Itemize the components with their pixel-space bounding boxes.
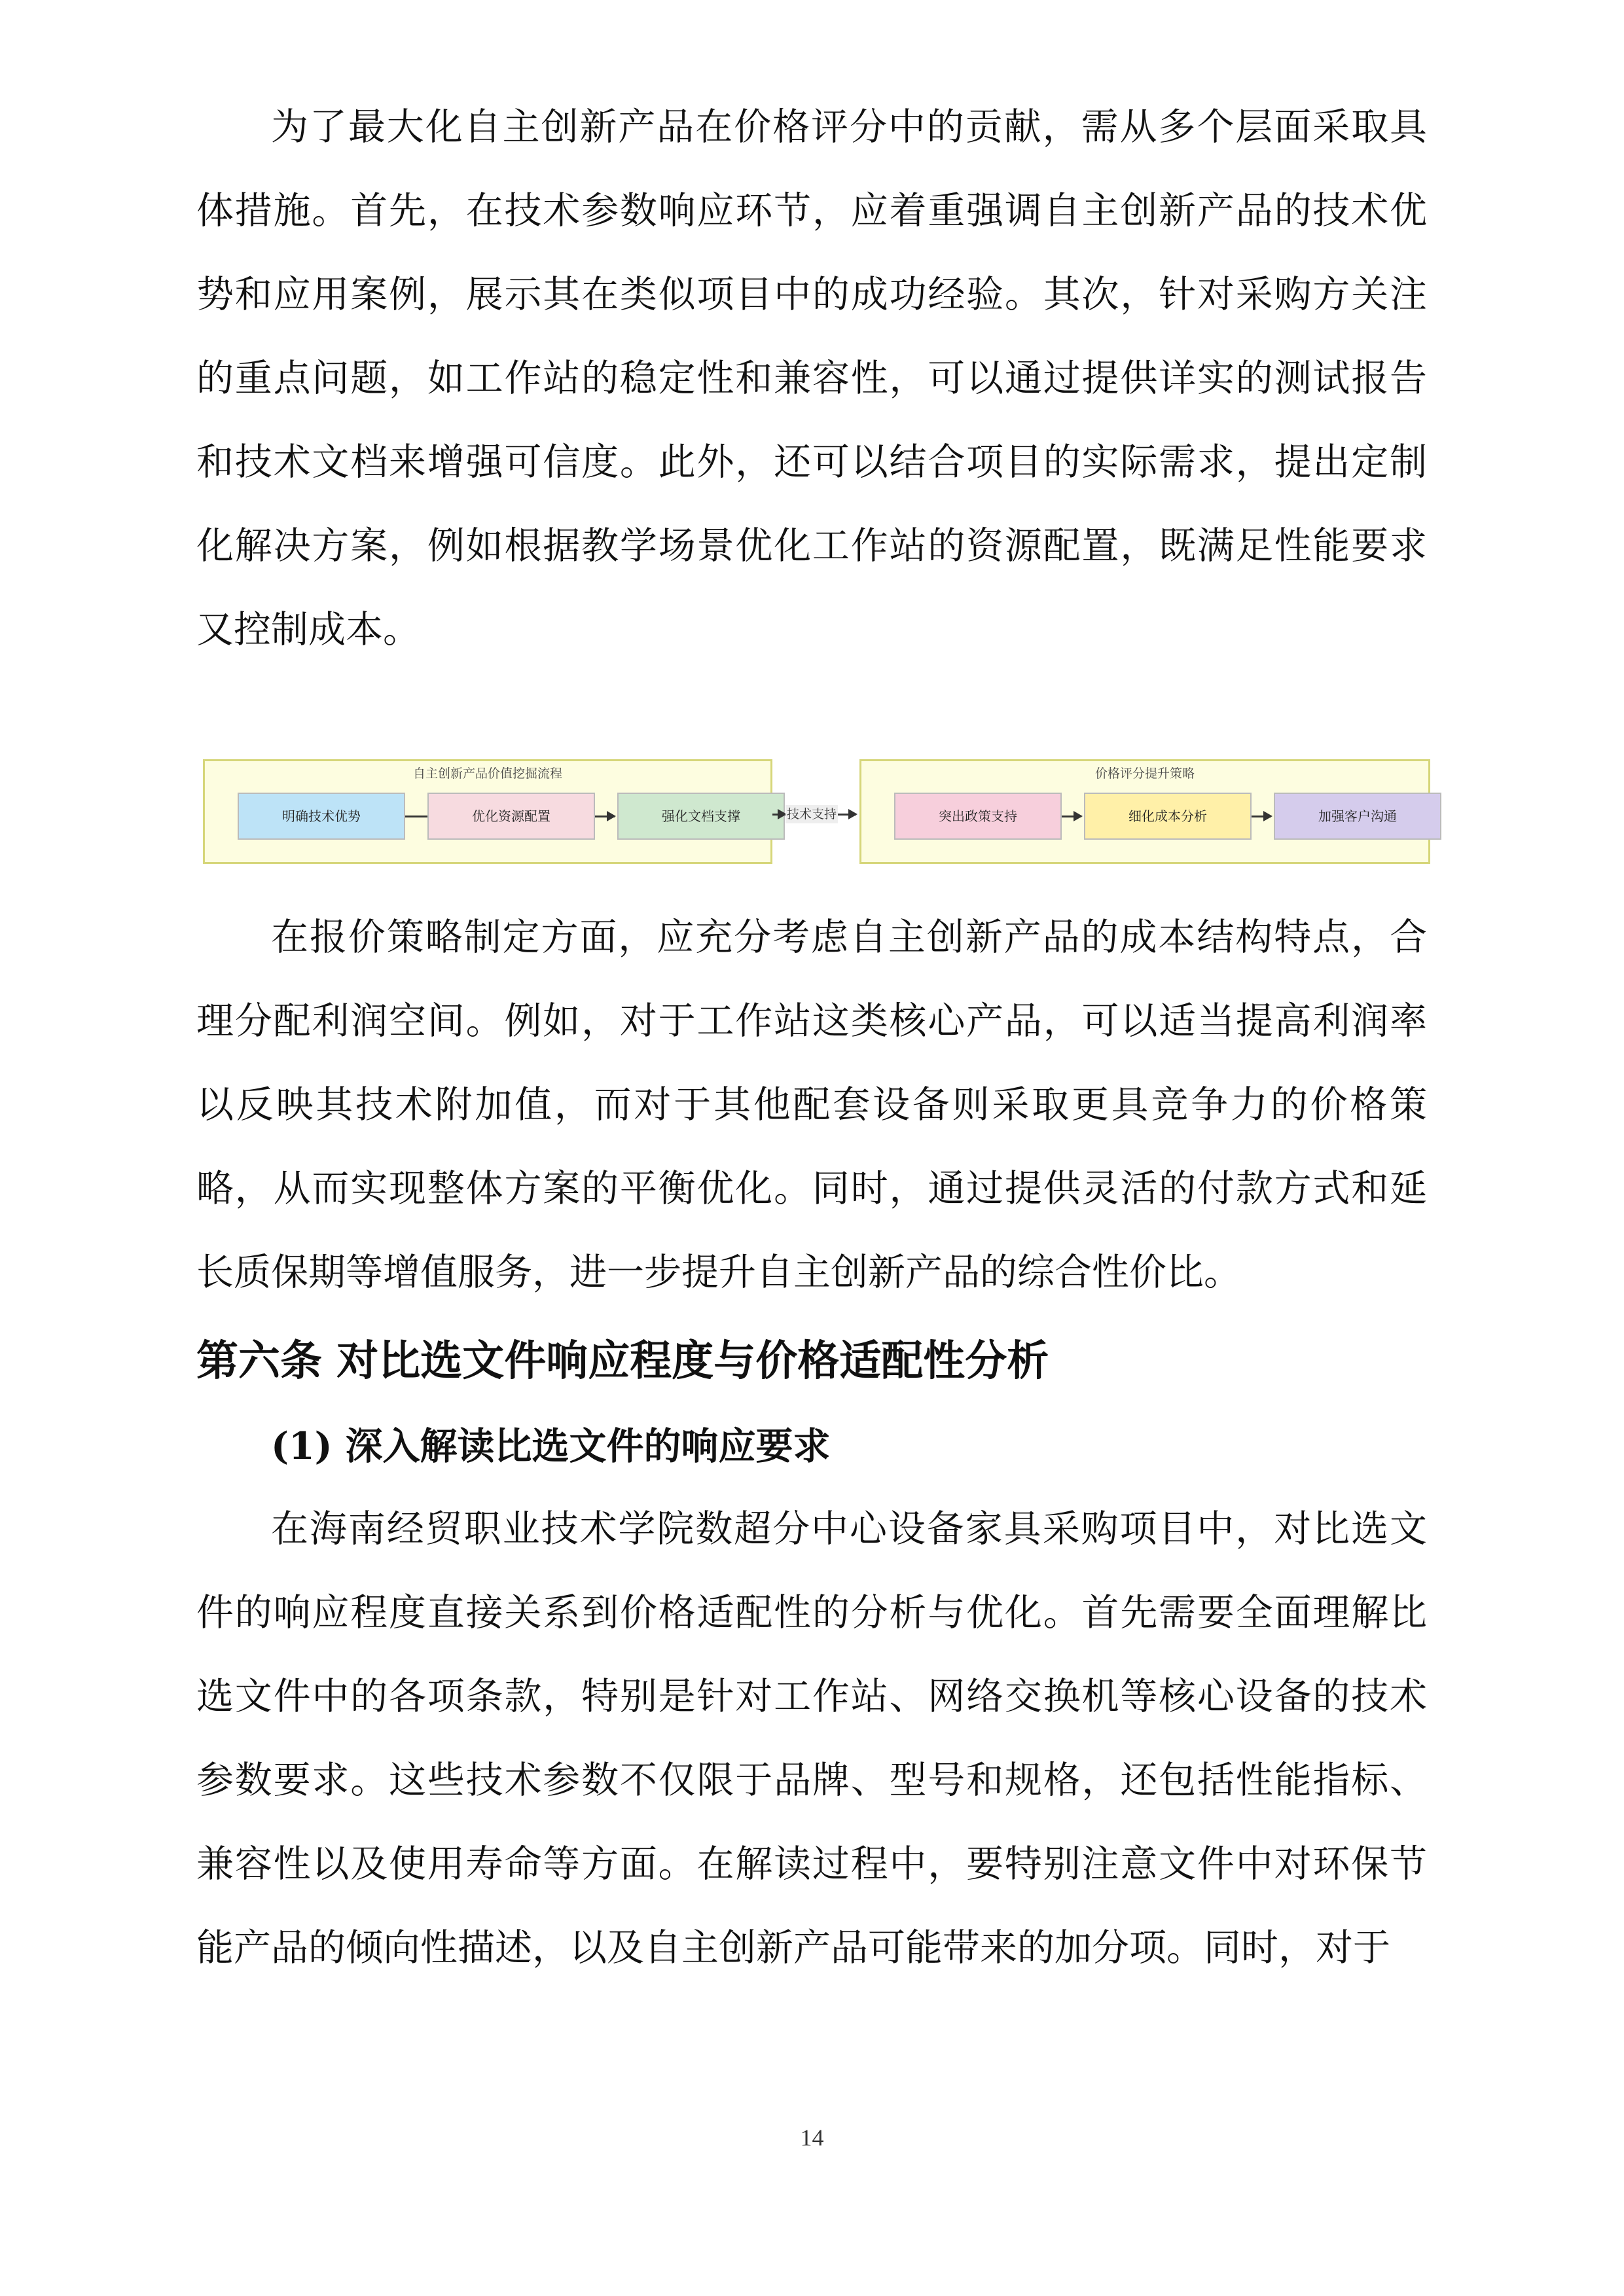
diagram-link-label: 技术支持 bbox=[785, 805, 838, 823]
diagram-node-3: 强化文档支撑 bbox=[617, 793, 785, 840]
diagram-arrow bbox=[595, 816, 615, 817]
diagram-group-left bbox=[203, 759, 772, 864]
subsection-heading: (1) 深入解读比选文件的响应要求 bbox=[271, 1424, 831, 1468]
page-number: 14 bbox=[800, 2125, 824, 2151]
diagram-node-2: 优化资源配置 bbox=[427, 793, 595, 840]
paragraph-2: 在报价策略制定方面，应充分考虑自主创新产品的成本结构特点，合理分配利润空间。例如，对于工作站这类核心产品，可以适当提高利润率以反映其技术附加值，而对于其他配套设备则采取更具竞争力的价格策略，从而实现整体方案的平衡优化。同时，通过提供灵活的付款方式和延长质保期等增值服务，进一步提升自主创新产品的综合性价比。 bbox=[196, 916, 1427, 1294]
diagram-node-4: 突出政策支持 bbox=[894, 793, 1062, 840]
paragraph-1: 为了最大化自主创新产品在价格评分中的贡献，需从多个层面采取具体措施。首先，在技术参数响应环节，应着重强调自主创新产品的技术优势和应用案例，展示其在类似项目中的成功经验。其次，针对采购方关注的重点问题，如工作站的稳定性和兼容性，可以通过提供详实的测试报告和技术文档来增强可信度。此外，还可以结合项目的实际需求，提出定制化解决方案，例如根据教学场景优化工作站的资源配置，既满足性能要求又控制成本。 bbox=[196, 105, 1427, 651]
diagram-node-1: 明确技术优势 bbox=[238, 793, 405, 840]
diagram-group-right-title: 价格评分提升策略 bbox=[1094, 766, 1195, 781]
diagram-group-right bbox=[859, 759, 1430, 864]
diagram-link-arrow-end bbox=[838, 814, 856, 816]
diagram-arrow bbox=[1252, 816, 1271, 817]
diagram-node-6: 加强客户沟通 bbox=[1274, 793, 1441, 840]
diagram-link-arrow-start bbox=[772, 814, 785, 816]
section-heading: 第六条 对比选文件响应程度与价格适配性分析 bbox=[196, 1337, 1049, 1386]
paragraph-3: 在海南经贸职业技术学院数超分中心设备家具采购项目中，对比选文件的响应程度直接关系到价格适配性的分析与优化。首先需要全面理解比选文件中的各项条款，特别是针对工作站、网络交换机等核心设备的技术参数要求。这些技术参数不仅限于品牌、型号和规格，还包括性能指标、兼容性以及使用寿命等方面。在解读过程中，要特别注意文件中对环保节能产品的倾向性描述，以及自主创新产品可能带来的加分项。同时，对于 bbox=[196, 1507, 1427, 1969]
diagram-node-5: 细化成本分析 bbox=[1084, 793, 1252, 840]
diagram-group-left-title: 自主创新产品价值挖掘流程 bbox=[412, 766, 562, 781]
diagram-arrow bbox=[1062, 816, 1081, 817]
flow-diagram bbox=[203, 759, 1430, 870]
